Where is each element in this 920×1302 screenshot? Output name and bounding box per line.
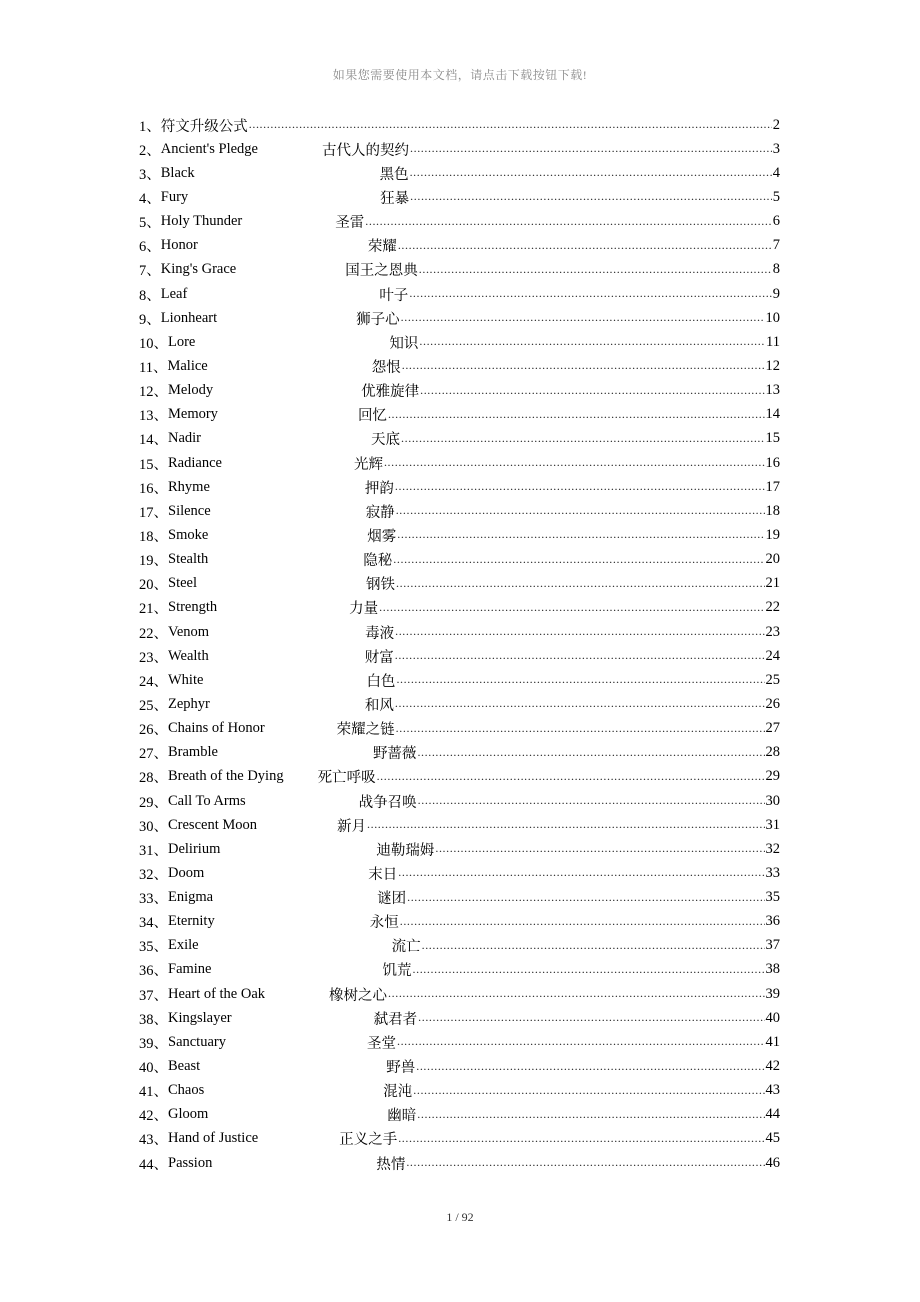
toc-entry-title: Silence: [168, 502, 211, 519]
toc-entry-number: 2、: [139, 142, 161, 159]
dot-leader: [418, 794, 765, 808]
toc-entry-page-number: 11: [766, 333, 780, 350]
toc-entry-number: 11、: [139, 359, 168, 376]
toc-entry-page-number: 39: [765, 985, 780, 1002]
dot-leader: [377, 770, 765, 784]
dot-leader: [410, 190, 772, 204]
toc-entry[interactable]: [139, 282, 780, 306]
toc-entry-number: 39、: [139, 1035, 168, 1052]
dot-leader: [398, 239, 772, 253]
toc-entry-number: 13、: [139, 408, 168, 425]
toc-entry-title: Ancient's Pledge: [160, 140, 258, 157]
toc-entry[interactable]: [139, 620, 780, 644]
dot-leader: [406, 1156, 764, 1170]
toc-entry-title: Stealth: [168, 551, 209, 568]
dot-leader: [420, 384, 764, 398]
toc-entry-chinese-title: 弑君者: [373, 1011, 418, 1028]
toc-entry-chinese-title: 永恒: [369, 915, 399, 932]
dot-leader: [396, 504, 765, 518]
toc-entry-title: Chaos: [168, 1082, 205, 1099]
toc-entry-chinese-title: 押韵: [364, 480, 394, 497]
toc-entry-number: 15、: [139, 456, 168, 473]
toc-entry-chinese-title: 寂静: [365, 504, 395, 521]
toc-entry-chinese-title: 白色: [366, 673, 396, 690]
toc-entry-number: 30、: [139, 818, 168, 835]
dot-leader: [397, 528, 764, 542]
toc-entry[interactable]: [139, 548, 780, 572]
toc-entry-chinese-title: 野兽: [386, 1060, 416, 1077]
toc-entry-number: 4、: [139, 190, 161, 207]
toc-entry-title: Kingslayer: [168, 1009, 232, 1026]
toc-entry-chinese-title: 怨恨: [371, 359, 401, 376]
toc-entry-page-number: 5: [772, 188, 780, 205]
toc-entry-page-number: 41: [765, 1033, 780, 1050]
toc-entry-page-number: 21: [765, 575, 780, 592]
toc-entry-number: 7、: [139, 263, 161, 280]
dot-leader: [435, 842, 764, 856]
toc-entry-number: 42、: [139, 1108, 168, 1125]
toc-entry-chinese-title: 圣堂: [366, 1035, 396, 1052]
toc-entry-title: Holy Thunder: [160, 213, 243, 230]
toc-entry[interactable]: [139, 1079, 780, 1103]
toc-entry[interactable]: [139, 258, 780, 282]
toc-entry-number: 21、: [139, 601, 168, 618]
toc-entry-chinese-title: 和风: [364, 697, 394, 714]
toc-entry-title: Honor: [160, 237, 198, 254]
dot-leader: [417, 746, 764, 760]
dot-leader: [384, 456, 765, 470]
toc-entry-page-number: 10: [765, 309, 780, 326]
toc-entry[interactable]: [139, 644, 780, 668]
toc-entry-title: Zephyr: [168, 695, 210, 712]
toc-entry-number: 5、: [139, 215, 161, 232]
toc-entry-page-number: 23: [765, 623, 780, 640]
toc-entry[interactable]: [139, 765, 780, 789]
toc-entry-number: 40、: [139, 1060, 168, 1077]
dot-leader: [395, 480, 765, 494]
toc-entry-page-number: 27: [765, 720, 780, 737]
toc-entry-chinese-title: 优雅旋律: [361, 384, 420, 401]
toc-entry-title: Famine: [168, 961, 212, 978]
toc-entry-page-number: 38: [765, 961, 780, 978]
toc-entry-title: Heart of the Oak: [168, 985, 266, 1002]
toc-entry-chinese-title: 国王之恩典: [345, 263, 418, 280]
toc-entry-page-number: 20: [765, 551, 780, 568]
toc-entry-number: 3、: [139, 166, 161, 183]
toc-entry-number: 10、: [139, 335, 168, 352]
toc-entry-chinese-title: 热情: [376, 1156, 406, 1173]
toc-entry-number: 17、: [139, 504, 168, 521]
toc-entry-chinese-title: 狂暴: [380, 190, 410, 207]
dot-leader: [419, 335, 765, 349]
toc-entry-page-number: 3: [772, 140, 780, 157]
dot-leader: [388, 408, 765, 422]
toc-entry-page-number: 16: [765, 454, 780, 471]
toc-entry-number: 28、: [139, 770, 168, 787]
toc-entry[interactable]: [139, 982, 780, 1006]
toc-entry-number: 29、: [139, 794, 168, 811]
dot-leader: [418, 1011, 764, 1025]
toc-entry[interactable]: [139, 499, 780, 523]
toc-entry-page-number: 42: [765, 1058, 780, 1075]
toc-entry-title: King's Grace: [160, 261, 237, 278]
toc-entry-page-number: 30: [765, 792, 780, 809]
toc-entry[interactable]: [139, 306, 780, 330]
toc-entry[interactable]: [139, 379, 780, 403]
toc-entry[interactable]: [139, 596, 780, 620]
toc-entry[interactable]: [139, 789, 780, 813]
table-of-contents: [139, 113, 780, 1175]
toc-entry-page-number: 36: [765, 913, 780, 930]
dot-leader: [410, 142, 772, 156]
toc-entry[interactable]: [139, 427, 780, 451]
toc-entry-title: Venom: [168, 623, 210, 640]
toc-entry-page-number: 22: [765, 599, 780, 616]
toc-entry-number: 22、: [139, 625, 168, 642]
toc-entry[interactable]: [139, 451, 780, 475]
toc-entry-number: 44、: [139, 1156, 168, 1173]
page-indicator: 1 / 92: [446, 1210, 474, 1224]
toc-entry-page-number: 7: [772, 237, 780, 254]
toc-entry-number: 37、: [139, 987, 168, 1004]
toc-entry-title: Rhyme: [168, 478, 210, 495]
toc-entry-page-number: 17: [765, 478, 780, 495]
toc-entry-page-number: 14: [765, 406, 780, 423]
toc-entry-page-number: 15: [765, 430, 780, 447]
toc-entry-page-number: 29: [765, 768, 780, 785]
toc-entry[interactable]: [139, 161, 780, 185]
dot-leader: [417, 1108, 764, 1122]
toc-entry-title: Beast: [168, 1058, 201, 1075]
dot-leader: [419, 263, 772, 277]
toc-entry[interactable]: [139, 523, 780, 547]
toc-entry-title: Strength: [168, 599, 218, 616]
toc-entry-page-number: 28: [765, 744, 780, 761]
toc-entry-page-number: 9: [772, 285, 780, 302]
dot-leader: [396, 673, 764, 687]
toc-entry-chinese-title: 天底: [371, 432, 401, 449]
dot-leader: [396, 577, 765, 591]
dot-leader: [402, 359, 765, 373]
toc-entry-title: Crescent Moon: [168, 816, 257, 833]
toc-entry-chinese-title: 混沌: [383, 1084, 413, 1101]
toc-entry[interactable]: [139, 1054, 780, 1078]
toc-entry-number: 26、: [139, 722, 168, 739]
toc-entry-page-number: 6: [772, 213, 780, 230]
dot-leader: [396, 722, 765, 736]
toc-entry[interactable]: [139, 837, 780, 861]
toc-entry[interactable]: [139, 210, 780, 234]
toc-entry-number: 19、: [139, 553, 168, 570]
toc-entry[interactable]: [139, 113, 780, 137]
toc-entry-page-number: 13: [765, 382, 780, 399]
toc-entry-chinese-title: 隐秘: [363, 553, 393, 570]
dot-leader: [400, 915, 765, 929]
dot-leader: [409, 287, 771, 301]
toc-entry-number: 9、: [139, 311, 161, 328]
toc-entry[interactable]: [139, 185, 780, 209]
toc-entry-chinese-title: 末日: [368, 866, 398, 883]
toc-entry-title: Sanctuary: [168, 1033, 226, 1050]
toc-entry-chinese-title: 流亡: [391, 939, 421, 956]
toc-entry-chinese-title: 谜团: [377, 891, 407, 908]
dot-leader: [249, 118, 772, 132]
toc-entry[interactable]: [139, 572, 780, 596]
toc-entry-title: Passion: [168, 1154, 213, 1171]
toc-entry-title: Eternity: [168, 913, 215, 930]
toc-entry[interactable]: [139, 137, 780, 161]
toc-entry-number: 25、: [139, 697, 168, 714]
toc-entry-chinese-title: 迪勒瑞姆: [376, 842, 435, 859]
toc-entry-chinese-title: 战争召唤: [358, 794, 417, 811]
toc-entry[interactable]: [139, 934, 780, 958]
toc-entry-chinese-title: 橡树之心: [329, 987, 388, 1004]
dot-leader: [413, 963, 765, 977]
toc-entry-title: Black: [160, 164, 195, 181]
toc-entry-title: Leaf: [160, 285, 188, 302]
toc-entry-page-number: 26: [765, 695, 780, 712]
toc-entry-title: Lionheart: [160, 309, 218, 326]
toc-entry-chinese-title: 幽暗: [387, 1108, 417, 1125]
dot-leader: [398, 866, 764, 880]
dot-leader: [416, 1060, 764, 1074]
toc-entry-number: 36、: [139, 963, 168, 980]
toc-entry-chinese-title: 饥荒: [382, 963, 412, 980]
toc-entry[interactable]: [139, 475, 780, 499]
toc-entry-page-number: 45: [765, 1130, 780, 1147]
toc-entry[interactable]: [139, 1030, 780, 1054]
toc-entry[interactable]: [139, 861, 780, 885]
toc-entry-chinese-title: 狮子心: [356, 311, 400, 328]
toc-entry-title: Smoke: [168, 526, 209, 543]
toc-entry[interactable]: [139, 1006, 780, 1030]
toc-entry-page-number: 33: [765, 864, 780, 881]
toc-entry-chinese-title: 荣耀之链: [336, 722, 395, 739]
dot-leader: [395, 649, 765, 663]
toc-entry-number: 41、: [139, 1084, 168, 1101]
dot-leader: [407, 891, 764, 905]
toc-entry-title: Delirium: [168, 840, 221, 857]
dot-leader: [398, 1132, 764, 1146]
toc-entry-title: Bramble: [168, 744, 218, 761]
toc-entry-chinese-title: 古代人的契约: [322, 142, 409, 159]
toc-entry-title: Breath of the Dying: [168, 768, 284, 785]
toc-entry-page-number: 18: [765, 502, 780, 519]
toc-entry-chinese-title: 回忆: [357, 408, 387, 425]
dot-leader: [367, 818, 765, 832]
toc-entry-number: 32、: [139, 866, 168, 883]
toc-entry-page-number: 4: [772, 164, 780, 181]
toc-entry-title: Chains of Honor: [168, 720, 265, 737]
toc-entry-title: Fury: [160, 188, 189, 205]
toc-entry-page-number: 2: [772, 116, 780, 133]
toc-entry[interactable]: [139, 668, 780, 692]
toc-entry-title: 符文升级公式: [160, 118, 248, 135]
toc-entry-number: 38、: [139, 1011, 168, 1028]
toc-entry-chinese-title: 圣雷: [335, 215, 365, 232]
toc-entry-page-number: 32: [765, 840, 780, 857]
toc-entry-page-number: 25: [765, 671, 780, 688]
toc-entry-chinese-title: 新月: [337, 818, 366, 835]
toc-entry-title: Doom: [168, 864, 205, 881]
toc-entry-chinese-title: 黑色: [379, 166, 409, 183]
toc-entry-title: Steel: [168, 575, 197, 592]
toc-entry-number: 31、: [139, 842, 168, 859]
toc-entry-title: Wealth: [168, 647, 209, 664]
toc-entry-page-number: 37: [765, 937, 780, 954]
toc-entry-number: 27、: [139, 746, 168, 763]
toc-entry-number: 20、: [139, 577, 168, 594]
toc-entry-page-number: 46: [765, 1154, 780, 1171]
dot-leader: [401, 432, 764, 446]
dot-leader: [365, 215, 772, 229]
toc-entry-number: 24、: [139, 673, 168, 690]
toc-entry-page-number: 44: [765, 1106, 780, 1123]
toc-entry-chinese-title: 毒液: [365, 625, 395, 642]
toc-entry-chinese-title: 荣耀: [367, 239, 397, 256]
toc-entry-number: 18、: [139, 528, 168, 545]
dot-leader: [397, 1035, 765, 1049]
toc-entry-chinese-title: 正义之手: [339, 1132, 398, 1149]
toc-entry-chinese-title: 叶子: [379, 287, 409, 304]
toc-entry-page-number: 40: [765, 1009, 780, 1026]
dot-leader: [393, 553, 764, 567]
toc-entry-title: Hand of Justice: [168, 1130, 259, 1147]
toc-entry-chinese-title: 野蔷薇: [372, 746, 417, 763]
toc-entry-number: 6、: [139, 239, 161, 256]
toc-entry[interactable]: [139, 1127, 780, 1151]
toc-entry-number: 43、: [139, 1132, 168, 1149]
toc-entry-chinese-title: 钢铁: [366, 577, 395, 594]
dot-leader: [401, 311, 765, 325]
toc-entry-chinese-title: 力量: [349, 601, 379, 618]
toc-entry-page-number: 8: [772, 261, 780, 278]
toc-entry-title: White: [168, 671, 204, 688]
toc-entry-number: 35、: [139, 939, 168, 956]
toc-entry[interactable]: [139, 234, 780, 258]
toc-entry-title: Nadir: [168, 430, 202, 447]
toc-entry-title: Gloom: [168, 1106, 209, 1123]
toc-entry-number: 1、: [139, 118, 161, 135]
dot-leader: [413, 1084, 764, 1098]
dot-leader: [379, 601, 764, 615]
toc-entry[interactable]: [139, 910, 780, 934]
toc-entry-title: Enigma: [168, 889, 214, 906]
toc-entry-page-number: 31: [765, 816, 780, 833]
toc-entry[interactable]: [139, 741, 780, 765]
toc-entry-number: 14、: [139, 432, 168, 449]
toc-entry-chinese-title: 烟雾: [367, 528, 397, 545]
toc-entry[interactable]: [139, 403, 780, 427]
toc-entry-number: 23、: [139, 649, 168, 666]
toc-entry-title: Radiance: [168, 454, 222, 471]
toc-entry-page-number: 35: [765, 889, 780, 906]
toc-entry-number: 8、: [139, 287, 161, 304]
toc-entry-chinese-title: 死亡呼吸: [317, 770, 376, 787]
toc-entry-chinese-title: 光辉: [353, 456, 383, 473]
toc-entry-page-number: 12: [765, 357, 780, 374]
toc-entry-number: 34、: [139, 915, 168, 932]
toc-entry-number: 16、: [139, 480, 168, 497]
toc-entry-page-number: 24: [765, 647, 780, 664]
dot-leader: [388, 987, 764, 1001]
dot-leader: [410, 166, 772, 180]
toc-entry[interactable]: [139, 1103, 780, 1127]
toc-entry-title: Call To Arms: [168, 792, 246, 809]
toc-entry[interactable]: [139, 813, 780, 837]
dot-leader: [395, 625, 764, 639]
toc-entry-chinese-title: 知识: [389, 335, 419, 352]
toc-entry[interactable]: [139, 354, 780, 378]
toc-entry-title: Melody: [168, 382, 214, 399]
toc-entry-chinese-title: 财富: [364, 649, 394, 666]
toc-entry[interactable]: [139, 886, 780, 910]
toc-entry-title: Memory: [168, 406, 218, 423]
toc-entry-page-number: 43: [765, 1082, 780, 1099]
toc-entry-number: 12、: [139, 384, 168, 401]
toc-entry[interactable]: [139, 958, 780, 982]
toc-entry-title: Malice: [167, 357, 208, 374]
toc-entry[interactable]: [139, 1151, 780, 1175]
toc-entry[interactable]: [139, 717, 780, 741]
toc-entry[interactable]: [139, 330, 780, 354]
download-notice-header: 如果您需要使用本文档，请点击下载按钮下载!: [332, 68, 588, 82]
toc-entry[interactable]: [139, 692, 780, 716]
dot-leader: [422, 939, 765, 953]
toc-entry-number: 33、: [139, 891, 168, 908]
dot-leader: [395, 697, 765, 711]
toc-entry-title: Lore: [168, 333, 196, 350]
toc-entry-title: Exile: [168, 937, 199, 954]
toc-entry-page-number: 19: [765, 526, 780, 543]
